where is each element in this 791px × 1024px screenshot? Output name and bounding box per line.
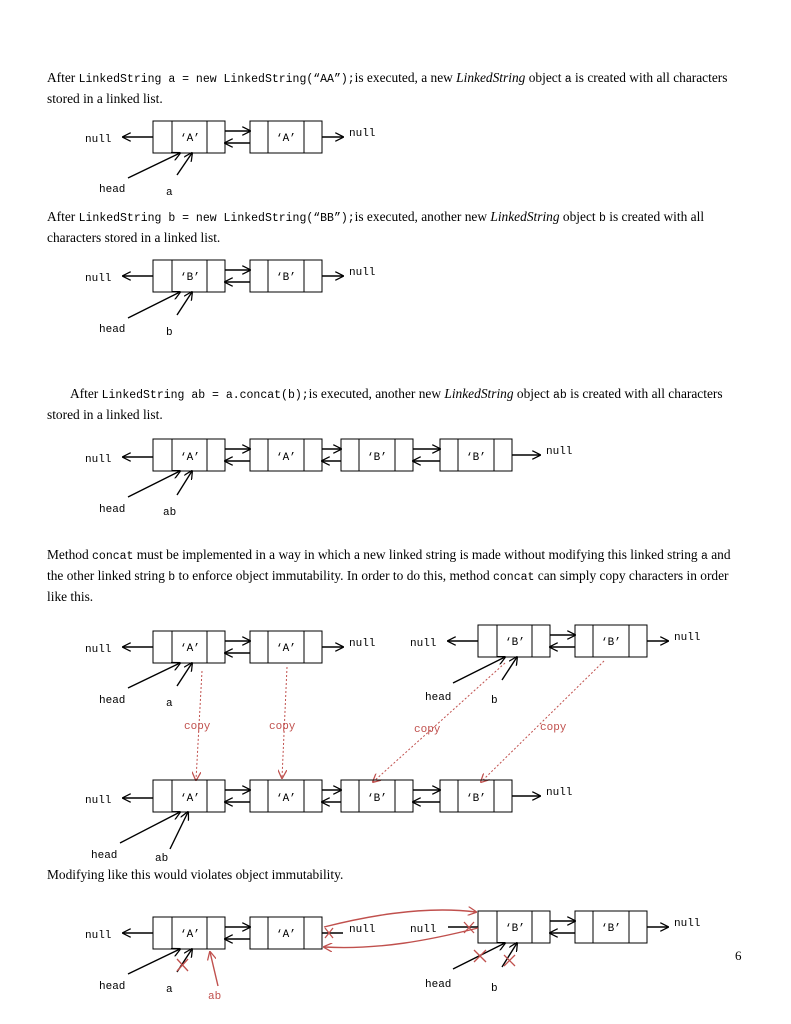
null-label: null [349, 924, 376, 936]
null-label: null [85, 273, 112, 285]
node-char: ‘A’ [180, 643, 200, 655]
variable-pointer-arrow [177, 292, 192, 315]
node-char: ‘B’ [466, 452, 486, 464]
list-node [153, 917, 225, 949]
variable-ab-label: ab [155, 853, 169, 865]
copy-arrow [373, 663, 505, 782]
head-label: head [99, 695, 126, 707]
node-char: ‘A’ [180, 793, 200, 805]
code-snippet: concat [92, 550, 134, 563]
text: and the other linked string [47, 547, 731, 583]
null-label: null [410, 924, 437, 936]
code-snippet: LinkedString b = new LinkedString(“BB”); [78, 212, 355, 225]
text: object [513, 386, 553, 401]
head-label: head [425, 692, 452, 704]
variable-pointer-arrow [177, 153, 192, 175]
paragraph-immutability-violation: Modifying like this would violates object immutability. [47, 867, 344, 882]
list-node [440, 439, 512, 471]
list-node [575, 911, 647, 943]
modified-next-link [324, 910, 476, 927]
variable-pointer-arrow [177, 663, 192, 686]
head-pointer-arrow [453, 657, 505, 683]
list-node [153, 260, 225, 292]
list-node [250, 631, 322, 663]
code-snippet: b [168, 571, 176, 584]
node-char: ‘B’ [601, 923, 621, 935]
head-label: head [91, 850, 118, 862]
list-node [153, 439, 225, 471]
head-pointer-arrow [128, 949, 180, 974]
crossed-out-mark [474, 950, 486, 962]
variable-b-label: b [166, 327, 173, 339]
node-char: ‘A’ [180, 133, 200, 145]
variable-a-label: a [166, 984, 173, 996]
text: Method [47, 547, 93, 562]
head-pointer-arrow [453, 943, 505, 969]
ab-pointer-arrow [210, 952, 218, 986]
node-char: ‘B’ [601, 637, 621, 649]
head-label: head [99, 324, 126, 336]
null-label: null [349, 267, 376, 279]
variable-pointer-arrow [177, 471, 192, 495]
text: After [47, 70, 79, 85]
node-char: ‘B’ [276, 272, 296, 284]
null-label: null [85, 930, 112, 942]
modified-prev-link [324, 928, 478, 948]
text: to enforce object immutability. In order to do this, method [175, 568, 493, 583]
node-char: ‘A’ [180, 452, 200, 464]
list-node [153, 631, 225, 663]
text: is executed, a new [354, 70, 457, 85]
code-snippet: LinkedString ab = a.concat(b); [101, 389, 309, 402]
list-node [478, 625, 550, 657]
node-char: ‘A’ [180, 929, 200, 941]
node-char: ‘A’ [276, 793, 296, 805]
variable-a-label: a [166, 698, 173, 710]
head-label: head [425, 979, 452, 991]
page-number: 6 [735, 948, 742, 963]
head-label: head [99, 981, 126, 993]
text: is created with all characters stored in a linked list. [47, 386, 723, 422]
code-snippet: a [700, 550, 708, 563]
node-char: ‘A’ [276, 929, 296, 941]
node-char: ‘B’ [367, 793, 387, 805]
code-snippet: b [598, 212, 606, 225]
variable-b-label: b [491, 695, 498, 707]
list-node [153, 780, 225, 812]
list-node [440, 780, 512, 812]
copy-label: copy [269, 721, 296, 733]
text: is created with all characters stored in a linked list. [47, 209, 705, 245]
null-label: null [85, 795, 112, 807]
diagram-list-a [85, 121, 375, 199]
crossed-out-mark [177, 959, 188, 971]
null-label: null [546, 787, 573, 799]
class-name: LinkedString [490, 209, 560, 224]
node-char: ‘B’ [466, 793, 486, 805]
null-label: null [349, 638, 376, 650]
null-label: null [349, 128, 376, 140]
node-char: ‘B’ [180, 272, 200, 284]
list-node [250, 260, 322, 292]
text: is created with all characters stored in a linked list. [47, 70, 728, 106]
text: must be implemented in a way in which a new linked string is made without modifying this linked string [133, 547, 701, 562]
null-label: null [85, 454, 112, 466]
text: After [70, 386, 102, 401]
variable-pointer-arrow [170, 812, 188, 849]
head-pointer-arrow [128, 292, 180, 318]
class-name: LinkedString [456, 70, 526, 85]
text: is executed, another new [354, 209, 491, 224]
variable-ab-label: ab [208, 991, 222, 1003]
null-label: null [674, 918, 701, 930]
variable-pointer-arrow [502, 657, 517, 680]
null-label: null [410, 638, 437, 650]
list-node [341, 780, 413, 812]
diagram-copy [85, 625, 700, 865]
list-node [575, 625, 647, 657]
list-node [153, 121, 225, 153]
text: After [47, 209, 79, 224]
code-snippet: LinkedString a = new LinkedString(“AA”); [78, 73, 355, 86]
text: is executed, another new [308, 386, 445, 401]
code-snippet: a [564, 73, 572, 86]
copy-label: copy [184, 721, 211, 733]
head-pointer-arrow [128, 471, 180, 497]
list-node [250, 917, 322, 949]
diagram-list-ab [85, 439, 572, 519]
null-label: null [674, 632, 701, 644]
null-label: null [85, 134, 112, 146]
list-node [250, 121, 322, 153]
text: object [559, 209, 599, 224]
node-char: ‘A’ [276, 133, 296, 145]
null-label: null [546, 446, 573, 458]
null-label: null [85, 644, 112, 656]
head-label: head [99, 504, 126, 516]
node-char: ‘B’ [505, 637, 525, 649]
head-pointer-arrow [128, 153, 180, 178]
variable-b-label: b [491, 983, 498, 995]
head-label: head [99, 184, 126, 196]
list-node [341, 439, 413, 471]
head-pointer-arrow [128, 663, 180, 688]
node-char: ‘A’ [276, 643, 296, 655]
diagram-violation [85, 910, 700, 1003]
node-char: ‘A’ [276, 452, 296, 464]
code-snippet: ab [552, 389, 567, 402]
node-char: ‘B’ [505, 923, 525, 935]
head-pointer-arrow [120, 812, 180, 843]
text: object [525, 70, 565, 85]
variable-a-label: a [166, 187, 173, 199]
copy-label: copy [540, 722, 567, 734]
node-char: ‘B’ [367, 452, 387, 464]
code-snippet: concat [493, 571, 535, 584]
copy-label: copy [414, 724, 441, 736]
diagram-list-b [85, 260, 375, 339]
text: can simply copy characters in order like this. [47, 568, 729, 604]
list-node [250, 780, 322, 812]
class-name: LinkedString [444, 386, 514, 401]
list-node [478, 911, 550, 943]
list-node [250, 439, 322, 471]
variable-ab-label: ab [163, 507, 177, 519]
